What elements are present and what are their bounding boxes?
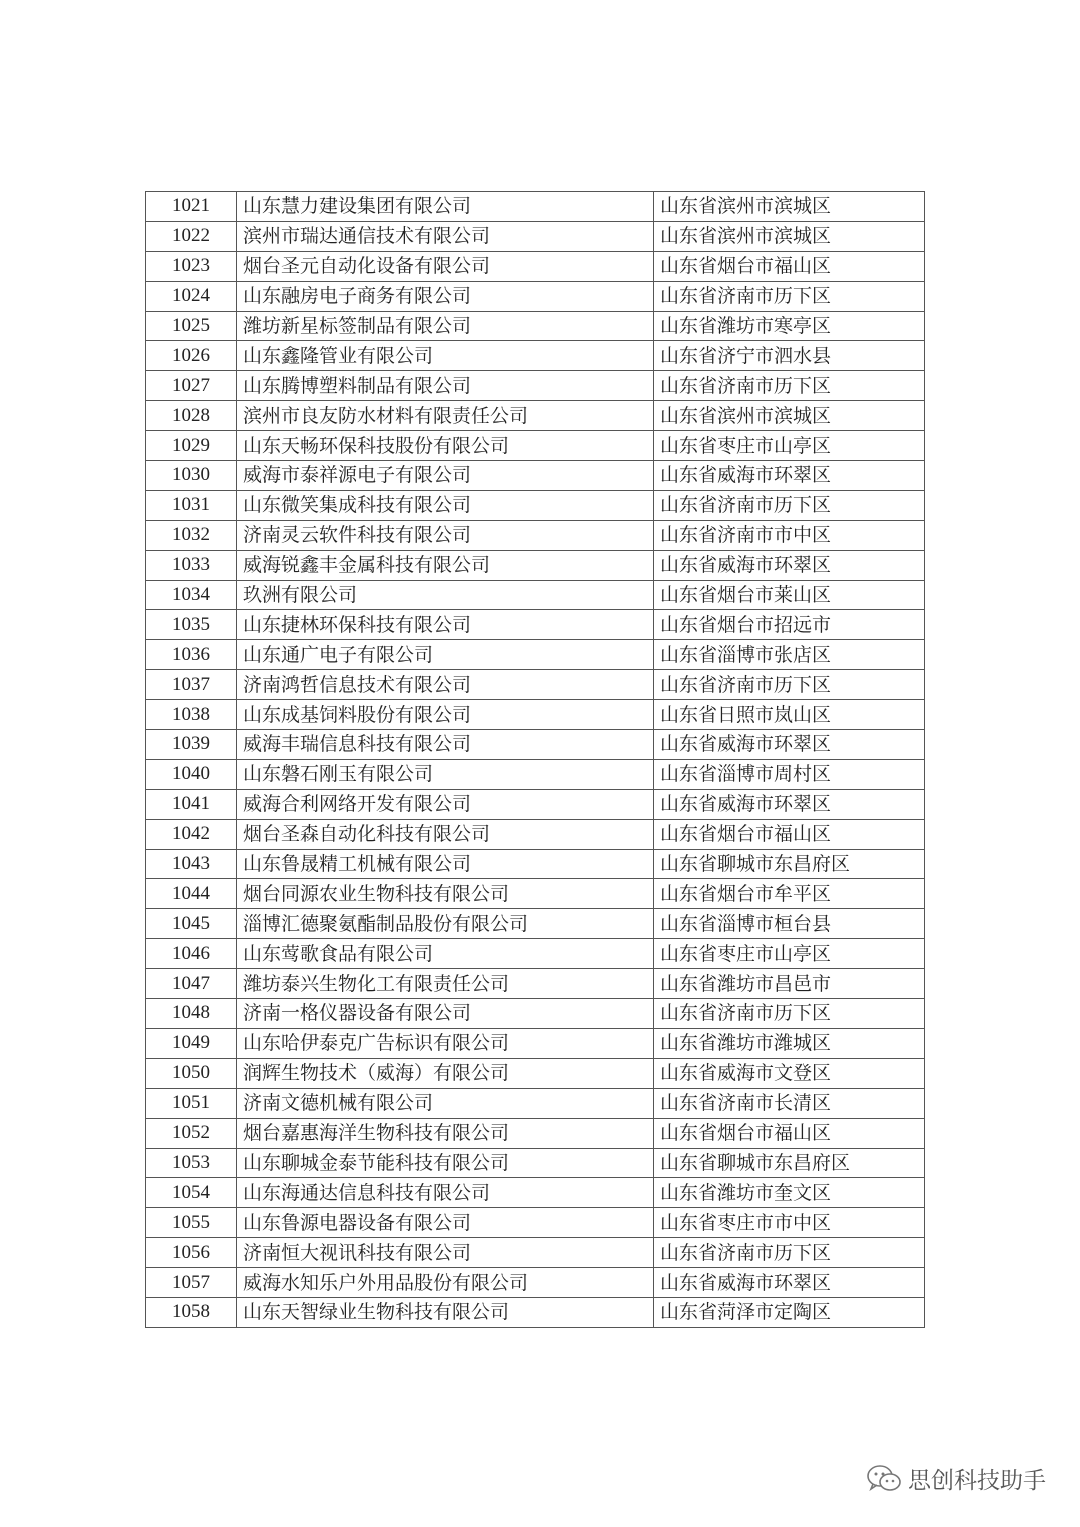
company-name: 山东海通达信息科技有限公司 bbox=[237, 1178, 654, 1208]
company-name: 潍坊泰兴生物化工有限责任公司 bbox=[237, 969, 654, 999]
table-row bbox=[146, 730, 925, 760]
row-number: 1025 bbox=[146, 311, 237, 341]
company-name: 烟台嘉惠海洋生物科技有限公司 bbox=[237, 1118, 654, 1148]
company-location: 山东省济南市历下区 bbox=[654, 670, 925, 700]
table-row bbox=[146, 461, 925, 491]
watermark bbox=[866, 1462, 1046, 1495]
company-name: 山东天畅环保科技股份有限公司 bbox=[237, 431, 654, 461]
table-row bbox=[146, 1058, 925, 1088]
table-row bbox=[146, 281, 925, 311]
company-name: 山东天智绿业生物科技有限公司 bbox=[237, 1297, 654, 1327]
table-row bbox=[146, 520, 925, 550]
company-name: 烟台同源农业生物科技有限公司 bbox=[237, 879, 654, 909]
row-number: 1046 bbox=[146, 939, 237, 969]
table-row bbox=[146, 192, 925, 222]
table-row bbox=[146, 490, 925, 520]
table-row bbox=[146, 999, 925, 1029]
row-number: 1027 bbox=[146, 371, 237, 401]
row-number: 1029 bbox=[146, 431, 237, 461]
company-location: 山东省潍坊市昌邑市 bbox=[654, 969, 925, 999]
company-name: 山东通广电子有限公司 bbox=[237, 640, 654, 670]
company-location: 山东省烟台市牟平区 bbox=[654, 879, 925, 909]
row-number: 1031 bbox=[146, 490, 237, 520]
company-location: 山东省烟台市福山区 bbox=[654, 1118, 925, 1148]
company-name: 威海合利网络开发有限公司 bbox=[237, 789, 654, 819]
company-location: 山东省济南市历下区 bbox=[654, 999, 925, 1029]
company-location: 山东省烟台市招远市 bbox=[654, 610, 925, 640]
company-name: 山东聊城金泰节能科技有限公司 bbox=[237, 1148, 654, 1178]
table-row bbox=[146, 1118, 925, 1148]
table-row bbox=[146, 580, 925, 610]
row-number: 1024 bbox=[146, 281, 237, 311]
company-location: 山东省威海市环翠区 bbox=[654, 730, 925, 760]
row-number: 1021 bbox=[146, 192, 237, 222]
company-name: 山东融房电子商务有限公司 bbox=[237, 281, 654, 311]
wechat-icon bbox=[866, 1464, 902, 1494]
company-name: 烟台圣森自动化科技有限公司 bbox=[237, 819, 654, 849]
table-row bbox=[146, 311, 925, 341]
company-name: 潍坊新星标签制品有限公司 bbox=[237, 311, 654, 341]
company-name: 山东鲁源电器设备有限公司 bbox=[237, 1208, 654, 1238]
company-location: 山东省威海市环翠区 bbox=[654, 1268, 925, 1298]
company-location: 山东省淄博市张店区 bbox=[654, 640, 925, 670]
table-row bbox=[146, 1028, 925, 1058]
row-number: 1047 bbox=[146, 969, 237, 999]
company-location: 山东省济南市市中区 bbox=[654, 520, 925, 550]
table-row bbox=[146, 879, 925, 909]
row-number: 1026 bbox=[146, 341, 237, 371]
company-name: 济南灵云软件科技有限公司 bbox=[237, 520, 654, 550]
company-location: 山东省潍坊市寒亭区 bbox=[654, 311, 925, 341]
company-name: 威海水知乐户外用品股份有限公司 bbox=[237, 1268, 654, 1298]
table-row bbox=[146, 1088, 925, 1118]
company-location: 山东省日照市岚山区 bbox=[654, 700, 925, 730]
company-location: 山东省滨州市滨城区 bbox=[654, 221, 925, 251]
row-number: 1056 bbox=[146, 1238, 237, 1268]
company-name: 山东鲁晟精工机械有限公司 bbox=[237, 849, 654, 879]
company-name: 山东成基饲料股份有限公司 bbox=[237, 700, 654, 730]
company-name: 滨州市良友防水材料有限责任公司 bbox=[237, 401, 654, 431]
table-row bbox=[146, 1208, 925, 1238]
company-location: 山东省威海市环翠区 bbox=[654, 789, 925, 819]
company-name: 山东捷林环保科技有限公司 bbox=[237, 610, 654, 640]
table-row bbox=[146, 939, 925, 969]
company-location: 山东省济南市长清区 bbox=[654, 1088, 925, 1118]
table-row bbox=[146, 1238, 925, 1268]
company-name: 烟台圣元自动化设备有限公司 bbox=[237, 251, 654, 281]
company-location: 山东省淄博市桓台县 bbox=[654, 909, 925, 939]
row-number: 1034 bbox=[146, 580, 237, 610]
company-name: 滨州市瑞达通信技术有限公司 bbox=[237, 221, 654, 251]
company-location: 山东省菏泽市定陶区 bbox=[654, 1297, 925, 1327]
row-number: 1054 bbox=[146, 1178, 237, 1208]
company-location: 山东省滨州市滨城区 bbox=[654, 401, 925, 431]
company-location: 山东省枣庄市市中区 bbox=[654, 1208, 925, 1238]
company-name: 山东慧力建设集团有限公司 bbox=[237, 192, 654, 222]
company-location: 山东省济宁市泗水县 bbox=[654, 341, 925, 371]
table-row bbox=[146, 700, 925, 730]
table-row bbox=[146, 789, 925, 819]
table-row bbox=[146, 431, 925, 461]
row-number: 1051 bbox=[146, 1088, 237, 1118]
company-name: 济南恒大视讯科技有限公司 bbox=[237, 1238, 654, 1268]
row-number: 1032 bbox=[146, 520, 237, 550]
company-location: 山东省威海市环翠区 bbox=[654, 550, 925, 580]
row-number: 1037 bbox=[146, 670, 237, 700]
company-name: 济南一格仪器设备有限公司 bbox=[237, 999, 654, 1029]
table-row bbox=[146, 251, 925, 281]
company-name: 山东腾博塑料制品有限公司 bbox=[237, 371, 654, 401]
row-number: 1045 bbox=[146, 909, 237, 939]
company-location: 山东省枣庄市山亭区 bbox=[654, 431, 925, 461]
row-number: 1042 bbox=[146, 819, 237, 849]
table-row bbox=[146, 849, 925, 879]
company-name: 威海市泰祥源电子有限公司 bbox=[237, 461, 654, 491]
company-location: 山东省淄博市周村区 bbox=[654, 759, 925, 789]
row-number: 1055 bbox=[146, 1208, 237, 1238]
company-location: 山东省潍坊市潍城区 bbox=[654, 1028, 925, 1058]
row-number: 1028 bbox=[146, 401, 237, 431]
row-number: 1040 bbox=[146, 759, 237, 789]
row-number: 1058 bbox=[146, 1297, 237, 1327]
table-row bbox=[146, 1268, 925, 1298]
company-table bbox=[145, 191, 925, 1328]
company-name: 润辉生物技术（威海）有限公司 bbox=[237, 1058, 654, 1088]
company-location: 山东省济南市历下区 bbox=[654, 281, 925, 311]
table-row bbox=[146, 401, 925, 431]
table-row bbox=[146, 640, 925, 670]
company-name: 山东微笑集成科技有限公司 bbox=[237, 490, 654, 520]
table-row bbox=[146, 909, 925, 939]
table-row bbox=[146, 1297, 925, 1327]
row-number: 1022 bbox=[146, 221, 237, 251]
company-name: 山东莺歌食品有限公司 bbox=[237, 939, 654, 969]
company-location: 山东省聊城市东昌府区 bbox=[654, 1148, 925, 1178]
company-location: 山东省潍坊市奎文区 bbox=[654, 1178, 925, 1208]
row-number: 1049 bbox=[146, 1028, 237, 1058]
row-number: 1035 bbox=[146, 610, 237, 640]
table-row bbox=[146, 819, 925, 849]
company-location: 山东省烟台市莱山区 bbox=[654, 580, 925, 610]
company-name: 威海锐鑫丰金属科技有限公司 bbox=[237, 550, 654, 580]
company-name: 济南文德机械有限公司 bbox=[237, 1088, 654, 1118]
row-number: 1050 bbox=[146, 1058, 237, 1088]
row-number: 1044 bbox=[146, 879, 237, 909]
company-name: 山东哈伊泰克广告标识有限公司 bbox=[237, 1028, 654, 1058]
table-row bbox=[146, 371, 925, 401]
company-name: 威海丰瑞信息科技有限公司 bbox=[237, 730, 654, 760]
company-location: 山东省烟台市福山区 bbox=[654, 819, 925, 849]
row-number: 1041 bbox=[146, 789, 237, 819]
table-row bbox=[146, 221, 925, 251]
company-location: 山东省聊城市东昌府区 bbox=[654, 849, 925, 879]
row-number: 1052 bbox=[146, 1118, 237, 1148]
row-number: 1039 bbox=[146, 730, 237, 760]
company-location: 山东省枣庄市山亭区 bbox=[654, 939, 925, 969]
company-name: 玖洲有限公司 bbox=[237, 580, 654, 610]
company-location: 山东省济南市历下区 bbox=[654, 371, 925, 401]
company-location: 山东省济南市历下区 bbox=[654, 1238, 925, 1268]
table-row bbox=[146, 1148, 925, 1178]
watermark-text: 思创科技助手 bbox=[908, 1468, 1046, 1494]
table-row bbox=[146, 610, 925, 640]
company-name: 山东磐石刚玉有限公司 bbox=[237, 759, 654, 789]
row-number: 1053 bbox=[146, 1148, 237, 1178]
table-row bbox=[146, 1178, 925, 1208]
company-location: 山东省烟台市福山区 bbox=[654, 251, 925, 281]
table-row bbox=[146, 550, 925, 580]
row-number: 1030 bbox=[146, 461, 237, 491]
table-row bbox=[146, 670, 925, 700]
row-number: 1043 bbox=[146, 849, 237, 879]
row-number: 1023 bbox=[146, 251, 237, 281]
company-location: 山东省威海市文登区 bbox=[654, 1058, 925, 1088]
table-row bbox=[146, 341, 925, 371]
row-number: 1033 bbox=[146, 550, 237, 580]
company-name: 淄博汇德聚氨酯制品股份有限公司 bbox=[237, 909, 654, 939]
company-location: 山东省威海市环翠区 bbox=[654, 461, 925, 491]
company-name: 济南鸿哲信息技术有限公司 bbox=[237, 670, 654, 700]
company-location: 山东省滨州市滨城区 bbox=[654, 192, 925, 222]
table-row bbox=[146, 759, 925, 789]
row-number: 1048 bbox=[146, 999, 237, 1029]
row-number: 1057 bbox=[146, 1268, 237, 1298]
table-row bbox=[146, 969, 925, 999]
company-name: 山东鑫隆管业有限公司 bbox=[237, 341, 654, 371]
company-table-body bbox=[146, 192, 925, 1328]
row-number: 1038 bbox=[146, 700, 237, 730]
company-location: 山东省济南市历下区 bbox=[654, 490, 925, 520]
row-number: 1036 bbox=[146, 640, 237, 670]
